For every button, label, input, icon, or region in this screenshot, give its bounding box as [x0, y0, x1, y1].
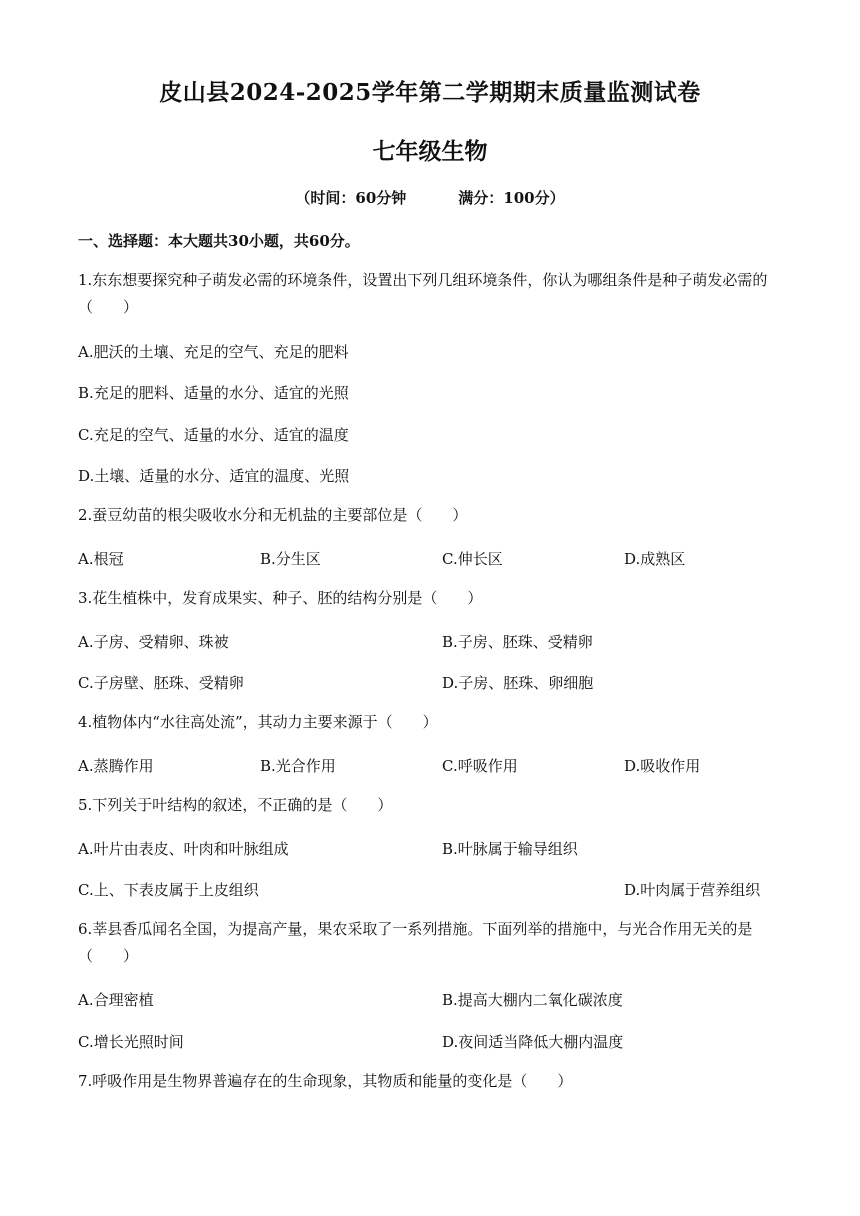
question-3-option-a: A.子房、受精卵、珠被 [78, 633, 229, 651]
question-3-option-d: D.子房、胚珠、卵细胞 [442, 674, 594, 692]
question-5-option-a: A.叶片由表皮、叶肉和叶脉组成 [78, 840, 289, 858]
question-6-option-a: A.合理密植 [78, 991, 154, 1009]
question-1-option-a: A.肥沃的土壤、充足的空气、充足的肥料 [78, 343, 349, 361]
question-6-stem: 6.莘县香瓜闻名全国，为提高产量，果农采取了一系列措施。下面列举的措施中，与光合作用无关的是（ ） [78, 920, 753, 965]
question-1-stem: 1.东东想要探究种子萌发必需的环境条件，设置出下列几组环境条件，你认为哪组条件是种子萌发必需的（ ） [78, 271, 768, 316]
question-2-option-b: B.分生区 [260, 550, 321, 568]
question-3-option-b: B.子房、胚珠、受精卵 [442, 633, 593, 651]
question-4-option-c: C.呼吸作用 [442, 757, 518, 775]
exam-time: （时间：60分钟 [295, 189, 407, 207]
question-5-option-d: D.叶肉属于营养组织 [624, 881, 761, 899]
question-2-option-d: D.成熟区 [624, 550, 686, 568]
question-5-stem: 5.下列关于叶结构的叙述，不正确的是（ ） [78, 796, 393, 814]
question-1-option-c: C.充足的空气、适量的水分、适宜的温度 [78, 426, 349, 444]
question-2-stem: 2.蚕豆幼苗的根尖吸收水分和无机盐的主要部位是（ ） [78, 506, 468, 524]
question-2-option-c: C.伸长区 [442, 550, 503, 568]
question-4-option-b: B.光合作用 [260, 757, 336, 775]
question-5-option-b: B.叶脉属于输导组织 [442, 840, 578, 858]
question-2-option-a: A.根冠 [78, 550, 124, 568]
exam-title: 皮山县2024-2025学年第二学期期末质量监测试卷 [159, 79, 701, 106]
question-1-option-b: B.充足的肥料、适量的水分、适宜的光照 [78, 384, 349, 402]
question-5-option-c: C.上、下表皮属于上皮组织 [78, 881, 259, 899]
question-4-option-d: D.吸收作用 [624, 757, 701, 775]
question-6-option-d: D.夜间适当降低大棚内温度 [442, 1033, 624, 1051]
question-6-option-c: C.增长光照时间 [78, 1033, 184, 1051]
question-3-stem: 3.花生植株中，发育成果实、种子、胚的结构分别是（ ） [78, 589, 483, 607]
exam-meta [0, 187, 860, 208]
question-4-option-a: A.蒸腾作用 [78, 757, 154, 775]
question-1-option-d: D.土壤、适量的水分、适宜的温度、光照 [78, 467, 350, 485]
question-4-stem: 4.植物体内“水往高处流”，其动力主要来源于（ ） [78, 713, 438, 731]
question-6-option-b: B.提高大棚内二氧化碳浓度 [442, 991, 623, 1009]
question-3-option-c: C.子房壁、胚珠、受精卵 [78, 674, 244, 692]
question-7-stem: 7.呼吸作用是生物界普遍存在的生命现象，其物质和能量的变化是（ ） [78, 1072, 573, 1090]
exam-subtitle: 七年级生物 [372, 138, 488, 165]
section-heading: 一、选择题：本大题共30小题，共60分。 [78, 232, 360, 250]
exam-score: 满分：100分） [458, 189, 565, 207]
